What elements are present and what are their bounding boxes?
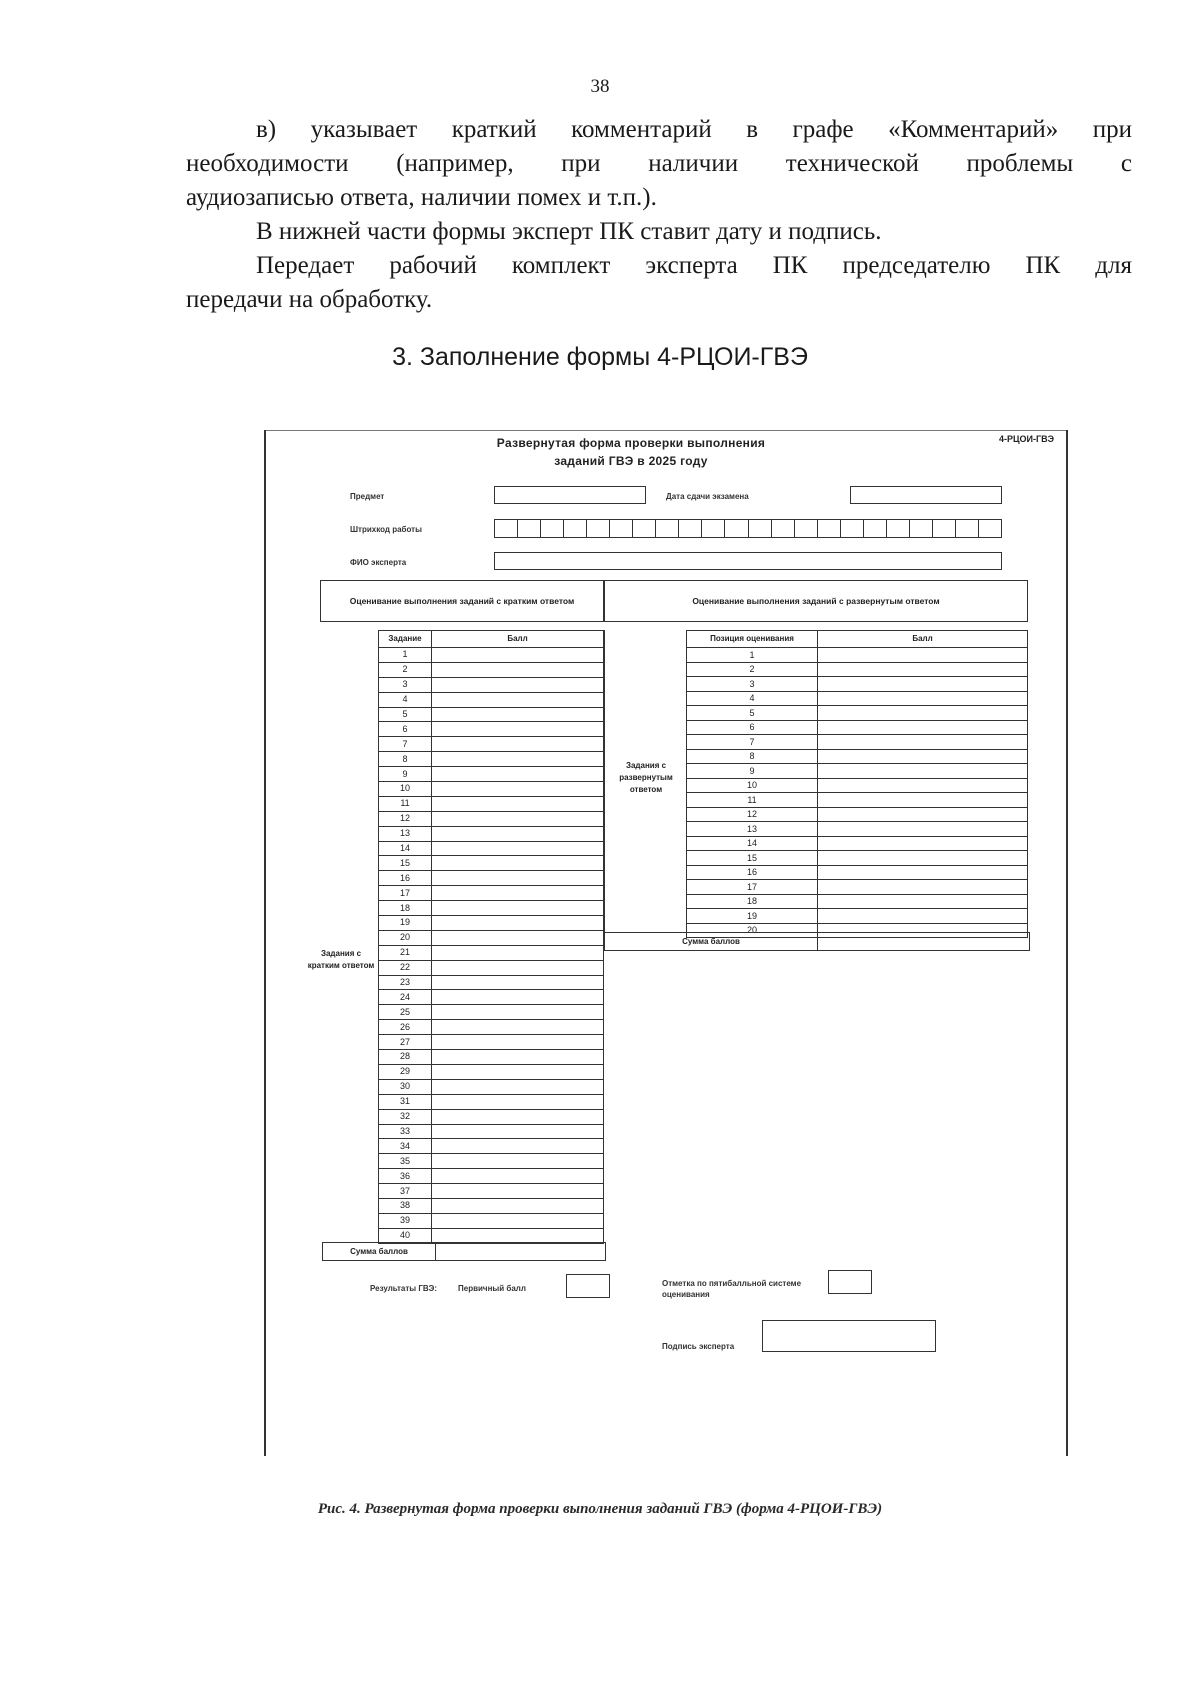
short-score-cell[interactable] bbox=[432, 811, 604, 826]
long-answer-section-header: Оценивание выполнения заданий с развернутым ответом bbox=[604, 580, 1028, 622]
long-score-cell[interactable] bbox=[818, 865, 1028, 880]
short-score-cell[interactable] bbox=[432, 975, 604, 990]
short-task-number: 18 bbox=[379, 901, 432, 916]
subject-label: Предмет bbox=[350, 492, 385, 501]
long-table-row bbox=[687, 691, 1028, 706]
short-task-number: 35 bbox=[379, 1154, 432, 1169]
short-task-number: 26 bbox=[379, 1020, 432, 1035]
long-table-row bbox=[687, 865, 1028, 880]
short-sum-label: Сумма баллов bbox=[323, 1243, 436, 1260]
long-score-cell[interactable] bbox=[818, 706, 1028, 721]
short-table-row bbox=[379, 1050, 604, 1065]
paragraph-1-line-3: аудиозаписью ответа, наличии помех и т.п.). bbox=[186, 184, 657, 211]
long-position-number: 3 bbox=[687, 677, 818, 692]
short-table-row bbox=[379, 975, 604, 990]
long-position-number: 2 bbox=[687, 662, 818, 677]
long-table-row bbox=[687, 807, 1028, 822]
long-position-number: 10 bbox=[687, 778, 818, 793]
form-code: 4-РЦОИ-ГВЭ bbox=[998, 434, 1054, 444]
paragraph-1-line-1: в) указывает краткий комментарий в графе «Комментарий» при bbox=[256, 116, 1132, 143]
short-score-cell[interactable] bbox=[432, 841, 604, 856]
short-score-cell[interactable] bbox=[432, 916, 604, 931]
short-score-cell[interactable] bbox=[432, 1094, 604, 1109]
short-table-row bbox=[379, 1198, 604, 1213]
short-task-number: 27 bbox=[379, 1035, 432, 1050]
long-answer-side-label: Задания с развернутым ответом bbox=[619, 761, 673, 794]
expert-name-field[interactable] bbox=[494, 552, 1002, 570]
primary-score-field[interactable] bbox=[566, 1274, 610, 1298]
short-table-row bbox=[379, 841, 604, 856]
short-task-number: 33 bbox=[379, 1124, 432, 1139]
short-col-score: Балл bbox=[432, 631, 604, 648]
long-table-row bbox=[687, 909, 1028, 924]
short-table-row bbox=[379, 916, 604, 931]
short-table-row bbox=[379, 826, 604, 841]
short-table-row bbox=[379, 1064, 604, 1079]
signature-label: Подпись эксперта bbox=[662, 1342, 735, 1351]
long-position-number: 16 bbox=[687, 865, 818, 880]
long-score-cell[interactable] bbox=[818, 735, 1028, 750]
short-score-cell[interactable] bbox=[432, 1169, 604, 1184]
short-task-number: 23 bbox=[379, 975, 432, 990]
short-task-number: 37 bbox=[379, 1184, 432, 1199]
long-position-number: 5 bbox=[687, 706, 818, 721]
short-task-number: 24 bbox=[379, 990, 432, 1005]
short-task-number: 17 bbox=[379, 886, 432, 901]
short-task-number: 13 bbox=[379, 826, 432, 841]
short-table-row bbox=[379, 677, 604, 692]
short-table-row bbox=[379, 1079, 604, 1094]
long-table-row bbox=[687, 778, 1028, 793]
short-task-number: 9 bbox=[379, 767, 432, 782]
short-score-cell[interactable] bbox=[432, 1213, 604, 1228]
short-task-number: 5 bbox=[379, 707, 432, 722]
short-task-number: 30 bbox=[379, 1079, 432, 1094]
long-score-cell[interactable] bbox=[818, 851, 1028, 866]
short-score-cell[interactable] bbox=[432, 662, 604, 677]
short-table-row bbox=[379, 1094, 604, 1109]
short-score-cell[interactable] bbox=[432, 692, 604, 707]
short-task-number: 20 bbox=[379, 930, 432, 945]
long-score-cell[interactable] bbox=[818, 720, 1028, 735]
short-task-number: 7 bbox=[379, 737, 432, 752]
long-position-number: 9 bbox=[687, 764, 818, 779]
short-answer-section-header: Оценивание выполнения заданий с кратким ответом bbox=[320, 580, 604, 622]
form-figure bbox=[264, 430, 1068, 1456]
long-position-number: 20 bbox=[687, 923, 818, 938]
short-table-row bbox=[379, 767, 604, 782]
short-score-cell[interactable] bbox=[432, 1050, 604, 1065]
short-task-number: 22 bbox=[379, 960, 432, 975]
short-task-number: 2 bbox=[379, 662, 432, 677]
paragraph-2: В нижней части формы эксперт ПК ставит дату и подпись. bbox=[256, 218, 882, 245]
short-task-number: 14 bbox=[379, 841, 432, 856]
short-table-row bbox=[379, 1169, 604, 1184]
long-position-number: 7 bbox=[687, 735, 818, 750]
long-score-cell[interactable] bbox=[818, 909, 1028, 924]
short-score-cell[interactable] bbox=[432, 752, 604, 767]
short-score-cell[interactable] bbox=[432, 826, 604, 841]
short-table-row bbox=[379, 1228, 604, 1243]
long-score-cell[interactable] bbox=[818, 677, 1028, 692]
long-table-row bbox=[687, 720, 1028, 735]
form-title bbox=[396, 434, 866, 470]
long-table-row bbox=[687, 677, 1028, 692]
short-table-row bbox=[379, 707, 604, 722]
short-table-row bbox=[379, 990, 604, 1005]
short-task-number: 28 bbox=[379, 1050, 432, 1065]
short-score-cell[interactable] bbox=[432, 1124, 604, 1139]
grade-field[interactable] bbox=[828, 1270, 872, 1294]
short-score-cell[interactable] bbox=[432, 677, 604, 692]
long-score-cell[interactable] bbox=[818, 764, 1028, 779]
short-task-number: 11 bbox=[379, 796, 432, 811]
results-label: Результаты ГВЭ: bbox=[370, 1284, 438, 1293]
short-task-number: 16 bbox=[379, 871, 432, 886]
short-task-number: 40 bbox=[379, 1228, 432, 1243]
long-table-row bbox=[687, 836, 1028, 851]
short-score-cell[interactable] bbox=[432, 886, 604, 901]
short-score-cell[interactable] bbox=[432, 767, 604, 782]
section-title: 3. Заполнение формы 4-РЦОИ-ГВЭ bbox=[392, 343, 808, 371]
short-table-row bbox=[379, 1035, 604, 1050]
short-answer-side-label: Задания с кратким ответом bbox=[307, 949, 375, 970]
long-table-row bbox=[687, 735, 1028, 750]
short-task-number: 25 bbox=[379, 1005, 432, 1020]
short-table-row bbox=[379, 871, 604, 886]
short-score-cell[interactable] bbox=[432, 1020, 604, 1035]
short-table-row bbox=[379, 1020, 604, 1035]
long-position-number: 14 bbox=[687, 836, 818, 851]
long-score-cell[interactable] bbox=[818, 793, 1028, 808]
short-table-row bbox=[379, 945, 604, 960]
short-table-row bbox=[379, 782, 604, 797]
short-task-number: 15 bbox=[379, 856, 432, 871]
short-table-row bbox=[379, 722, 604, 737]
long-score-cell[interactable] bbox=[818, 662, 1028, 677]
short-score-cell[interactable] bbox=[432, 1005, 604, 1020]
short-table-row bbox=[379, 886, 604, 901]
long-score-cell[interactable] bbox=[818, 836, 1028, 851]
short-score-cell[interactable] bbox=[432, 737, 604, 752]
short-task-number: 29 bbox=[379, 1064, 432, 1079]
short-table-row bbox=[379, 1184, 604, 1199]
long-score-cell[interactable] bbox=[818, 749, 1028, 764]
short-score-cell[interactable] bbox=[432, 1198, 604, 1213]
long-position-number: 4 bbox=[687, 691, 818, 706]
short-table-row bbox=[379, 752, 604, 767]
long-table-row bbox=[687, 648, 1028, 663]
short-task-number: 21 bbox=[379, 945, 432, 960]
long-sum-label: Сумма баллов bbox=[605, 933, 818, 950]
paragraph-3-line-1: Передает рабочий комплект эксперта ПК председателю ПК для bbox=[256, 252, 1132, 279]
long-col-score: Балл bbox=[818, 631, 1028, 648]
long-table-row bbox=[687, 851, 1028, 866]
short-score-cell[interactable] bbox=[432, 782, 604, 797]
short-table-row bbox=[379, 1139, 604, 1154]
long-table-row bbox=[687, 894, 1028, 909]
short-task-number: 31 bbox=[379, 1094, 432, 1109]
short-score-cell[interactable] bbox=[432, 1184, 604, 1199]
long-position-number: 1 bbox=[687, 648, 818, 663]
short-score-cell[interactable] bbox=[432, 856, 604, 871]
signature-field[interactable] bbox=[762, 1320, 936, 1352]
short-table-row bbox=[379, 811, 604, 826]
long-score-cell[interactable] bbox=[818, 894, 1028, 909]
short-answer-table bbox=[378, 630, 604, 1244]
exam-date-field[interactable] bbox=[850, 486, 1002, 504]
long-sum-value[interactable] bbox=[818, 933, 1029, 950]
short-table-row bbox=[379, 692, 604, 707]
long-col-position: Позиция оценивания bbox=[687, 631, 818, 648]
long-position-number: 11 bbox=[687, 793, 818, 808]
short-task-number: 3 bbox=[379, 677, 432, 692]
long-score-cell[interactable] bbox=[818, 880, 1028, 895]
short-table-row bbox=[379, 1154, 604, 1169]
short-task-number: 32 bbox=[379, 1109, 432, 1124]
short-score-cell[interactable] bbox=[432, 1154, 604, 1169]
short-table-row bbox=[379, 1124, 604, 1139]
paragraph-1-line-2: необходимости (например, при наличии технической проблемы с bbox=[186, 150, 1132, 177]
form-title-line-2: заданий ГВЭ в 2025 году bbox=[554, 454, 708, 468]
short-sum-row bbox=[322, 1242, 606, 1261]
short-table-row bbox=[379, 930, 604, 945]
long-side-column bbox=[604, 630, 687, 932]
short-table-row bbox=[379, 796, 604, 811]
short-score-cell[interactable] bbox=[432, 990, 604, 1005]
long-table-row bbox=[687, 706, 1028, 721]
long-table-row bbox=[687, 662, 1028, 677]
long-position-number: 12 bbox=[687, 807, 818, 822]
short-score-cell[interactable] bbox=[432, 1109, 604, 1124]
long-position-number: 6 bbox=[687, 720, 818, 735]
long-table-row bbox=[687, 749, 1028, 764]
short-task-number: 1 bbox=[379, 648, 432, 663]
short-score-cell[interactable] bbox=[432, 1139, 604, 1154]
short-col-task: Задание bbox=[379, 631, 432, 648]
form-top-border bbox=[266, 430, 1066, 431]
subject-field[interactable] bbox=[494, 486, 646, 504]
short-score-cell[interactable] bbox=[432, 707, 604, 722]
long-table-row bbox=[687, 793, 1028, 808]
short-score-cell[interactable] bbox=[432, 796, 604, 811]
short-score-cell[interactable] bbox=[432, 945, 604, 960]
short-score-cell[interactable] bbox=[432, 960, 604, 975]
short-table-row bbox=[379, 856, 604, 871]
long-sum-row bbox=[604, 932, 1030, 951]
short-table-row bbox=[379, 1005, 604, 1020]
figure-caption: Рис. 4. Развернутая форма проверки выполнения заданий ГВЭ (форма 4-РЦОИ-ГВЭ) bbox=[317, 1501, 883, 1517]
long-position-number: 13 bbox=[687, 822, 818, 837]
short-table-row bbox=[379, 648, 604, 663]
long-position-number: 15 bbox=[687, 851, 818, 866]
long-score-cell[interactable] bbox=[818, 648, 1028, 663]
short-score-cell[interactable] bbox=[432, 722, 604, 737]
short-table-row bbox=[379, 737, 604, 752]
short-table-row bbox=[379, 1109, 604, 1124]
short-table-row bbox=[379, 662, 604, 677]
long-score-cell[interactable] bbox=[818, 822, 1028, 837]
long-table-row bbox=[687, 822, 1028, 837]
page-number: 38 bbox=[590, 76, 610, 97]
primary-score-label: Первичный балл bbox=[458, 1284, 526, 1293]
long-position-number: 17 bbox=[687, 880, 818, 895]
form-title-line-1: Развернутая форма проверки выполнения bbox=[496, 436, 766, 450]
short-task-number: 10 bbox=[379, 782, 432, 797]
short-task-number: 8 bbox=[379, 752, 432, 767]
long-position-number: 8 bbox=[687, 749, 818, 764]
barcode-label: Штрихкод работы bbox=[350, 525, 422, 534]
long-answer-table bbox=[686, 630, 1028, 938]
short-task-number: 6 bbox=[379, 722, 432, 737]
long-table-row bbox=[687, 880, 1028, 895]
short-table-row bbox=[379, 901, 604, 916]
barcode-field[interactable] bbox=[494, 519, 1002, 538]
short-task-number: 39 bbox=[379, 1213, 432, 1228]
short-score-cell[interactable] bbox=[432, 648, 604, 663]
long-score-cell[interactable] bbox=[818, 778, 1028, 793]
short-score-cell[interactable] bbox=[432, 871, 604, 886]
short-score-cell[interactable] bbox=[432, 1228, 604, 1243]
long-position-number: 19 bbox=[687, 909, 818, 924]
short-table-row bbox=[379, 1213, 604, 1228]
short-score-cell[interactable] bbox=[432, 901, 604, 916]
long-score-cell[interactable] bbox=[818, 691, 1028, 706]
short-task-number: 19 bbox=[379, 916, 432, 931]
grade-label: Отметка по пятибалльной системе оценивания bbox=[662, 1279, 802, 1299]
short-task-number: 12 bbox=[379, 811, 432, 826]
long-score-cell[interactable] bbox=[818, 807, 1028, 822]
short-task-number: 38 bbox=[379, 1198, 432, 1213]
short-table-row bbox=[379, 960, 604, 975]
paragraph-3-line-2: передачи на обработку. bbox=[186, 286, 433, 313]
long-table-row bbox=[687, 764, 1028, 779]
short-task-number: 34 bbox=[379, 1139, 432, 1154]
short-score-cell[interactable] bbox=[432, 1079, 604, 1094]
short-score-cell[interactable] bbox=[432, 1064, 604, 1079]
long-position-number: 18 bbox=[687, 894, 818, 909]
expert-name-label: ФИО эксперта bbox=[350, 558, 407, 567]
short-task-number: 4 bbox=[379, 692, 432, 707]
short-score-cell[interactable] bbox=[432, 1035, 604, 1050]
exam-date-label: Дата сдачи экзамена bbox=[666, 492, 749, 501]
short-task-number: 36 bbox=[379, 1169, 432, 1184]
short-score-cell[interactable] bbox=[432, 930, 604, 945]
short-sum-value[interactable] bbox=[436, 1243, 605, 1260]
